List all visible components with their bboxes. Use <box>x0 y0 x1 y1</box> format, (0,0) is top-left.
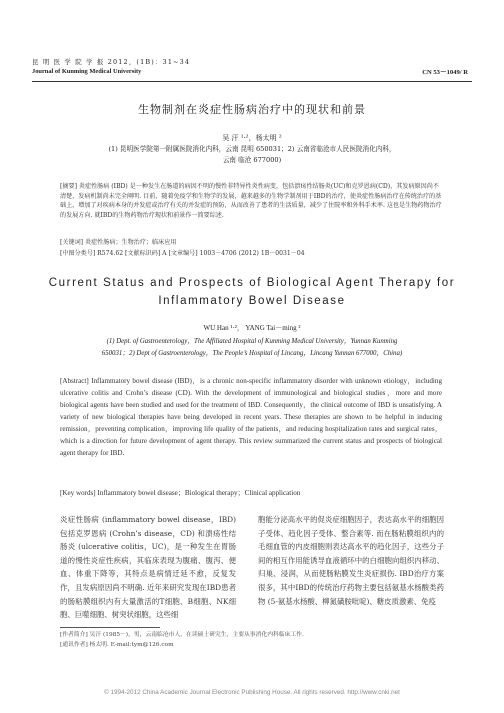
copyright-footer: © 1994-2012 China Academic Journal Electronic Publishing House. All rights reserved. http://www.cnki.net <box>104 689 400 696</box>
abstract-en: [Abstract] Inflammatory bowel disease (IBD)，is a chronic non-specific inflammatory disorder with unknown etiology，including ulcerative colitis and Crohn’s disease (CD). With the development of immunological and biological studies，more and more biological agents have been studied and used for the treatment of IBD. Consequently，the clinical outcome of IBD is unsatisfying. A variety of new biological therapies have being developed in recent years. These therapies are shown to be helpful in inducing remission，preventing complication，improving life quality of the patients，and reducing hospitalization rates and surgical rates，which is a direction for future development of agent therapy. This review summarized the current status and prospects of biological agent therapy for IBD. <box>60 377 442 457</box>
footnote-corresponding: [通讯作者] 杨太明. E-mail:tym@126.com <box>60 642 174 648</box>
authors-cn: 吴 汗 ¹·²，杨太明 ² <box>222 134 282 142</box>
affiliation-en-2: 650031；2) Dept of Gastroenterology，The People’s Hospital of Lincang，Lincang Yunnan 677000，China) <box>101 350 403 357</box>
cn-number: CN 53－1049/ R <box>422 69 468 76</box>
title-en-line-2: Inflammatory Bowel Disease <box>158 295 346 307</box>
affiliation-en-1: (1) Dept. of Gastroenterology，The Affiliated Hospital of Kunming Medical University，Yunnan Kunming <box>106 338 398 345</box>
footnote-author: [作者简介] 吴汗 (1985－)，男，云南临沧市人，在读硕士研究生，主要从事消化内科临床工作. <box>60 632 304 638</box>
title-cn: 生物制剂在炎症性肠病治疗中的现状和前景 <box>138 103 366 116</box>
affiliation-cn-1: (1) 昆明医学院第一附属医院消化内科，云南 昆明 650031；2) 云南省临沧市人民医院消化内科， <box>108 145 396 153</box>
body-column-left: 炎症性肠病 (inflammatory bowel disease，IBD) 包括克罗恩病 (Crohn’s disease，CD) 和溃疡性结肠炎 (ulcerative colitis，UC)，是一种发生在胃肠道的慢性炎症性疾病，其临床表现为腹痛、腹泻、便血、体重下降等，其特点是病情迁延不愈，反复发作，且发病原因尚不明确. 近年来研究发现在IBD患者的肠粘膜组织内有大量激活的T细胞、B细胞、NK细胞、巨噬细胞、树突状细胞，这些细 <box>60 515 236 620</box>
header-rule <box>32 81 472 82</box>
footnote-rule <box>60 627 160 628</box>
journal-header-cn: 昆 明 医 学 院 学 报 2012，(1B)：31~34 <box>32 58 191 66</box>
title-en-line-1: Current Status and Prospects of Biological Agent Therapy for <box>48 277 456 289</box>
affiliation-cn-2: 云南 临沧 677000) <box>222 156 282 164</box>
authors-en: WU Han ¹·²， YANG Tai－ming ² <box>203 324 301 332</box>
keywords-en: [Key words] Inflammatory bowel disease；Biological therapy；Clinical application <box>60 489 301 497</box>
journal-header-en: Journal of Kunming Medical University <box>32 68 142 75</box>
body-column-right: 胞能分泌高水平的促炎症细胞因子，表达高水平的细胞因子受体、趋化因子受体、整合素等. 而在肠粘膜组织内的毛细血管的内皮细胞则表达高水平的趋化因子，这些分子间的相互作用能诱导血液循环中的白细胞向组织内移动、归巢、浸润，从而使肠粘膜发生炎症损伤. IBD治疗方案很多，其中IBD的传统治疗药物主要包括氨基水杨酸类药物 (5-氨基水杨酸、柳氮磺胺吡啶)、糖皮质激素、免疫 <box>258 515 444 606</box>
classification-cn: [中图分类号] R574.62 [文献标识码] A [文章编号] 1003－4706 (2012) 1B－0031－04 <box>60 250 305 257</box>
keywords-cn: [关键词] 炎症性肠病；生物治疗；临床应用 <box>60 239 177 246</box>
abstract-cn: [摘要] 炎症性肠病 (IBD) 是一种发生在肠道的病因不明的慢性非特异性炎性病变，包括溃疡性结肠炎(UC)和克罗恩病(CD)，其发病原因尚不清楚，发病机制尚未完全阐明. 目前，随着免疫学和生物学的发展，越来越多的生物学制剂用于IBD的治疗，使炎症性肠病治疗在传统治疗的基础上，增加了对疾病本身的并发症或治疗有关的并发症的预防，从而改善了患者的生活质量，减少了住院率和外科手术率. 这也是生物药物治疗的发展方向. 就IBD的生物药物治疗现状和前景作一简要综述. <box>60 183 442 219</box>
